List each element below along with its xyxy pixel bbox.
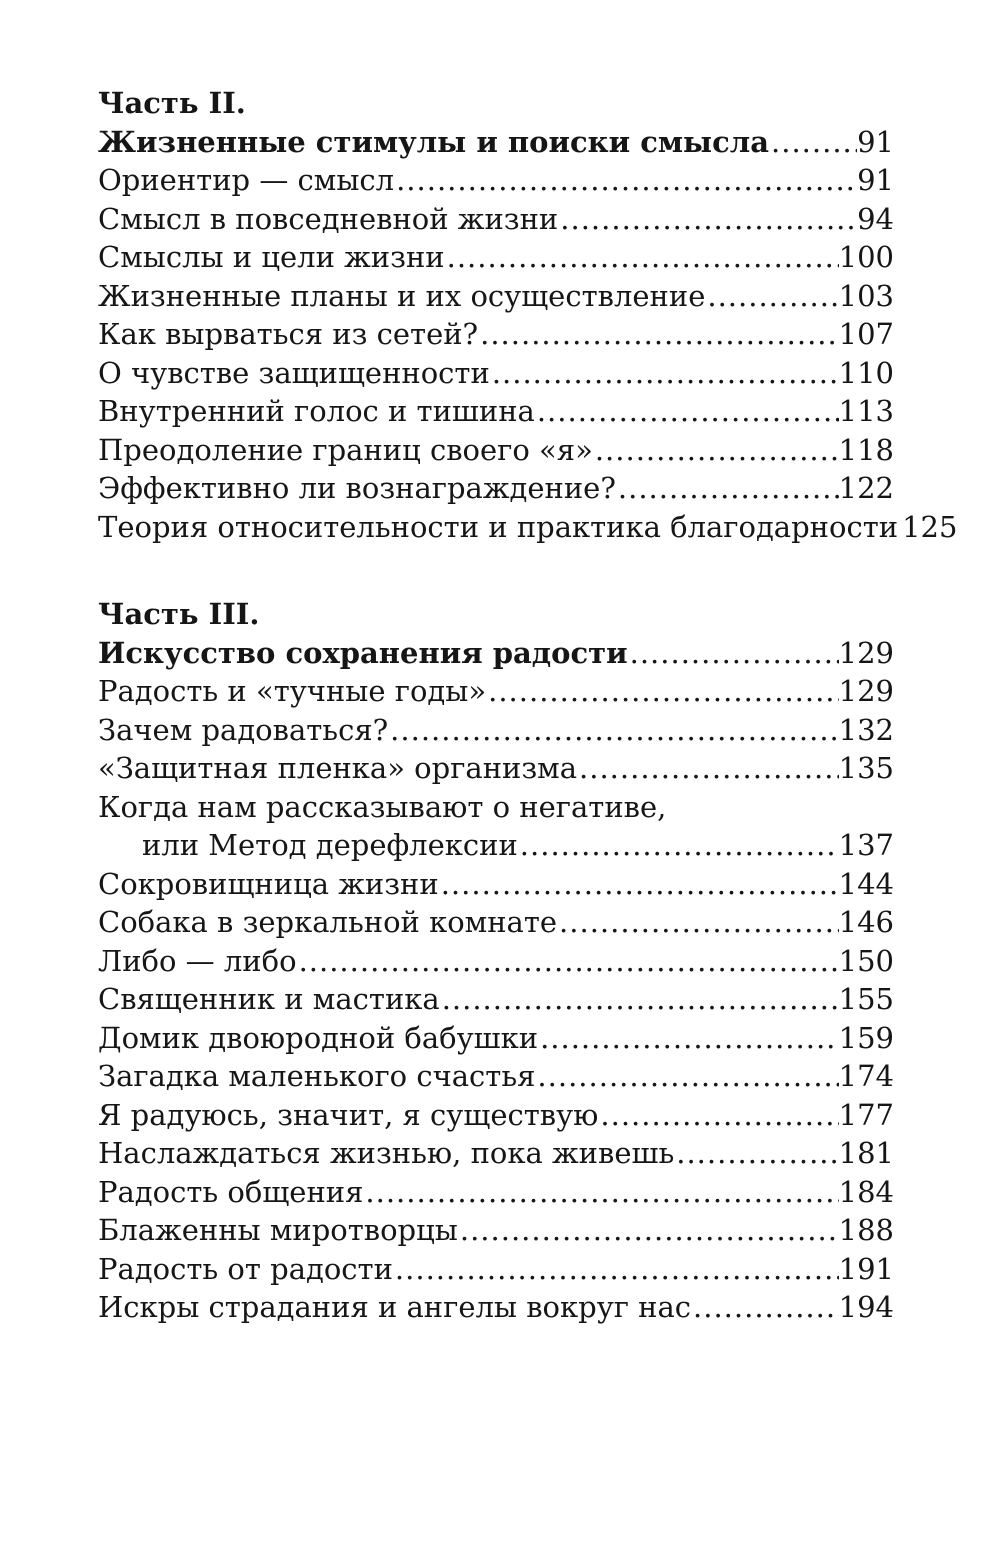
entry-title: Сокровищница жизни: [98, 866, 439, 901]
entry-title: Зачем радоваться?: [98, 712, 389, 747]
dot-leader: [538, 1019, 839, 1058]
entry-page-number: 91: [857, 124, 894, 159]
dot-leader: [440, 980, 839, 1019]
toc-entry[interactable]: [98, 161, 894, 200]
entry-page-number: 174: [838, 1059, 894, 1093]
entry-page-number: 107: [838, 317, 894, 351]
part-label: Часть II.: [98, 86, 246, 120]
dot-leader: [598, 1096, 838, 1135]
entry-page-number: 129: [838, 674, 894, 708]
toc-entry[interactable]: [98, 1173, 894, 1212]
entry-title: Искусство сохранения радости: [98, 635, 628, 670]
dot-leader: [628, 634, 839, 673]
dot-leader: [490, 354, 839, 393]
entry-title: Радость от радости: [98, 1251, 393, 1286]
toc-entry[interactable]: [98, 1057, 894, 1096]
toc-entry[interactable]: [98, 1134, 894, 1173]
entry-title: Внутренний голос и тишина: [98, 394, 535, 428]
entry-title: Радость общения: [98, 1174, 364, 1209]
entry-title: Я радуюсь, значит, я существую: [98, 1097, 599, 1132]
entry-page-number: 100: [838, 240, 894, 274]
dot-leader: [593, 431, 839, 470]
entry-title: Радость и «тучные годы»: [98, 674, 487, 708]
toc-entry[interactable]: [98, 711, 894, 750]
dot-leader: [535, 392, 839, 431]
toc-entry[interactable]: [98, 508, 958, 547]
entry-title-continuation: или Метод дерефлексии: [142, 828, 518, 862]
toc-entry[interactable]: [98, 469, 894, 508]
entry-title: Собака в зеркальной комнате: [98, 905, 558, 939]
entry-title: Когда нам рассказывают о негативе,: [98, 789, 667, 824]
part-heading-entry[interactable]: [98, 123, 894, 162]
dot-leader: [535, 1057, 838, 1096]
dot-leader: [478, 315, 839, 354]
entry-title: Как вырваться из сетей?: [98, 317, 479, 351]
part-2-section: [98, 84, 958, 546]
entry-page-number: 191: [838, 1251, 894, 1286]
dot-leader: [558, 200, 857, 239]
toc-entry[interactable]: [98, 200, 894, 239]
entry-title: О чувстве защищенности: [98, 355, 490, 390]
entry-page-number: 159: [838, 1020, 894, 1055]
entry-title: Жизненные планы и их осуществление: [98, 278, 706, 313]
toc-entry[interactable]: [98, 1250, 894, 1289]
toc-entry[interactable]: [98, 1211, 894, 1250]
entry-title: Наслаждаться жизнью, пока живешь: [98, 1136, 675, 1170]
toc-entry[interactable]: [98, 749, 894, 788]
dot-leader: [445, 238, 839, 277]
dot-leader: [388, 711, 838, 750]
dot-leader: [394, 161, 857, 200]
dot-leader: [297, 942, 839, 981]
entry-page-number: 184: [838, 1174, 894, 1209]
part-label: Часть III.: [98, 597, 260, 631]
entry-page-number: 137: [838, 828, 894, 862]
dot-leader: [616, 469, 839, 508]
table-of-contents: [98, 84, 958, 1327]
toc-entry[interactable]: [98, 1288, 894, 1327]
entry-page-number: 122: [838, 471, 894, 505]
part-3-section: [98, 595, 894, 1327]
dot-leader: [577, 749, 839, 788]
entry-title: Жизненные стимулы и поиски смысла: [98, 124, 770, 159]
entry-page-number: 144: [838, 866, 894, 901]
entry-page-number: 194: [838, 1290, 894, 1324]
toc-entry[interactable]: [98, 392, 894, 431]
entry-page-number: 132: [838, 712, 894, 747]
entry-page-number: 146: [838, 905, 894, 939]
toc-entry[interactable]: [98, 942, 894, 981]
dot-leader: [363, 1173, 838, 1212]
toc-entry[interactable]: [98, 865, 894, 904]
toc-entry[interactable]: [98, 980, 894, 1019]
dot-leader: [691, 1288, 839, 1327]
dot-leader: [486, 672, 839, 711]
entry-title: «Защитная пленка» организма: [98, 751, 578, 785]
entry-title: Смыслы и цели жизни: [98, 240, 445, 274]
toc-entry-first-line[interactable]: [98, 788, 894, 827]
toc-entry[interactable]: [98, 354, 894, 393]
entry-page-number: 118: [838, 432, 894, 467]
dot-leader: [393, 1250, 839, 1289]
entry-title: Эффективно ли вознаграждение?: [98, 471, 616, 505]
entry-title: Блаженны миротворцы: [98, 1213, 458, 1247]
toc-entry[interactable]: [98, 903, 894, 942]
dot-leader: [705, 277, 838, 316]
entry-page-number: 181: [838, 1136, 894, 1170]
toc-entry[interactable]: [98, 238, 894, 277]
toc-entry[interactable]: [98, 672, 894, 711]
entry-page-number: 91: [857, 163, 894, 197]
dot-leader: [557, 903, 839, 942]
entry-title: Домик двоюродной бабушки: [98, 1020, 539, 1055]
dot-leader: [518, 826, 839, 865]
entry-title: Священник и мастика: [98, 982, 440, 1016]
toc-entry-continuation[interactable]: [98, 826, 894, 865]
entry-page-number: 155: [838, 982, 894, 1016]
dot-leader: [674, 1134, 838, 1173]
entry-page-number: 129: [838, 635, 894, 670]
entry-page-number: 135: [838, 751, 894, 785]
entry-page-number: 188: [838, 1213, 894, 1247]
entry-page-number: 110: [838, 355, 894, 390]
entry-title: Преодоление границ своего «я»: [98, 432, 593, 467]
dot-leader: [769, 123, 857, 162]
entry-page-number: 103: [838, 278, 894, 313]
entry-page-number: 177: [838, 1097, 894, 1132]
entry-page-number: 125: [902, 509, 958, 544]
entry-page-number: 94: [857, 201, 894, 236]
part-heading-entry[interactable]: [98, 634, 894, 673]
toc-entry[interactable]: [98, 431, 894, 470]
entry-title: Либо — либо: [98, 943, 297, 978]
entry-title: Теория относительности и практика благодарности: [98, 509, 899, 544]
toc-entry[interactable]: [98, 315, 894, 354]
dot-leader: [439, 865, 839, 904]
entry-page-number: 113: [838, 394, 894, 428]
entry-page-number: 150: [838, 943, 894, 978]
entry-title: Ориентир — смысл: [98, 163, 395, 197]
toc-entry[interactable]: [98, 1096, 894, 1135]
entry-title: Загадка маленького счастья: [98, 1059, 536, 1093]
toc-entry[interactable]: [98, 1019, 894, 1058]
entry-title: Искры страдания и ангелы вокруг нас: [98, 1290, 692, 1324]
toc-entry[interactable]: [98, 277, 894, 316]
dot-leader: [458, 1211, 839, 1250]
entry-title: Смысл в повседневной жизни: [98, 201, 559, 236]
